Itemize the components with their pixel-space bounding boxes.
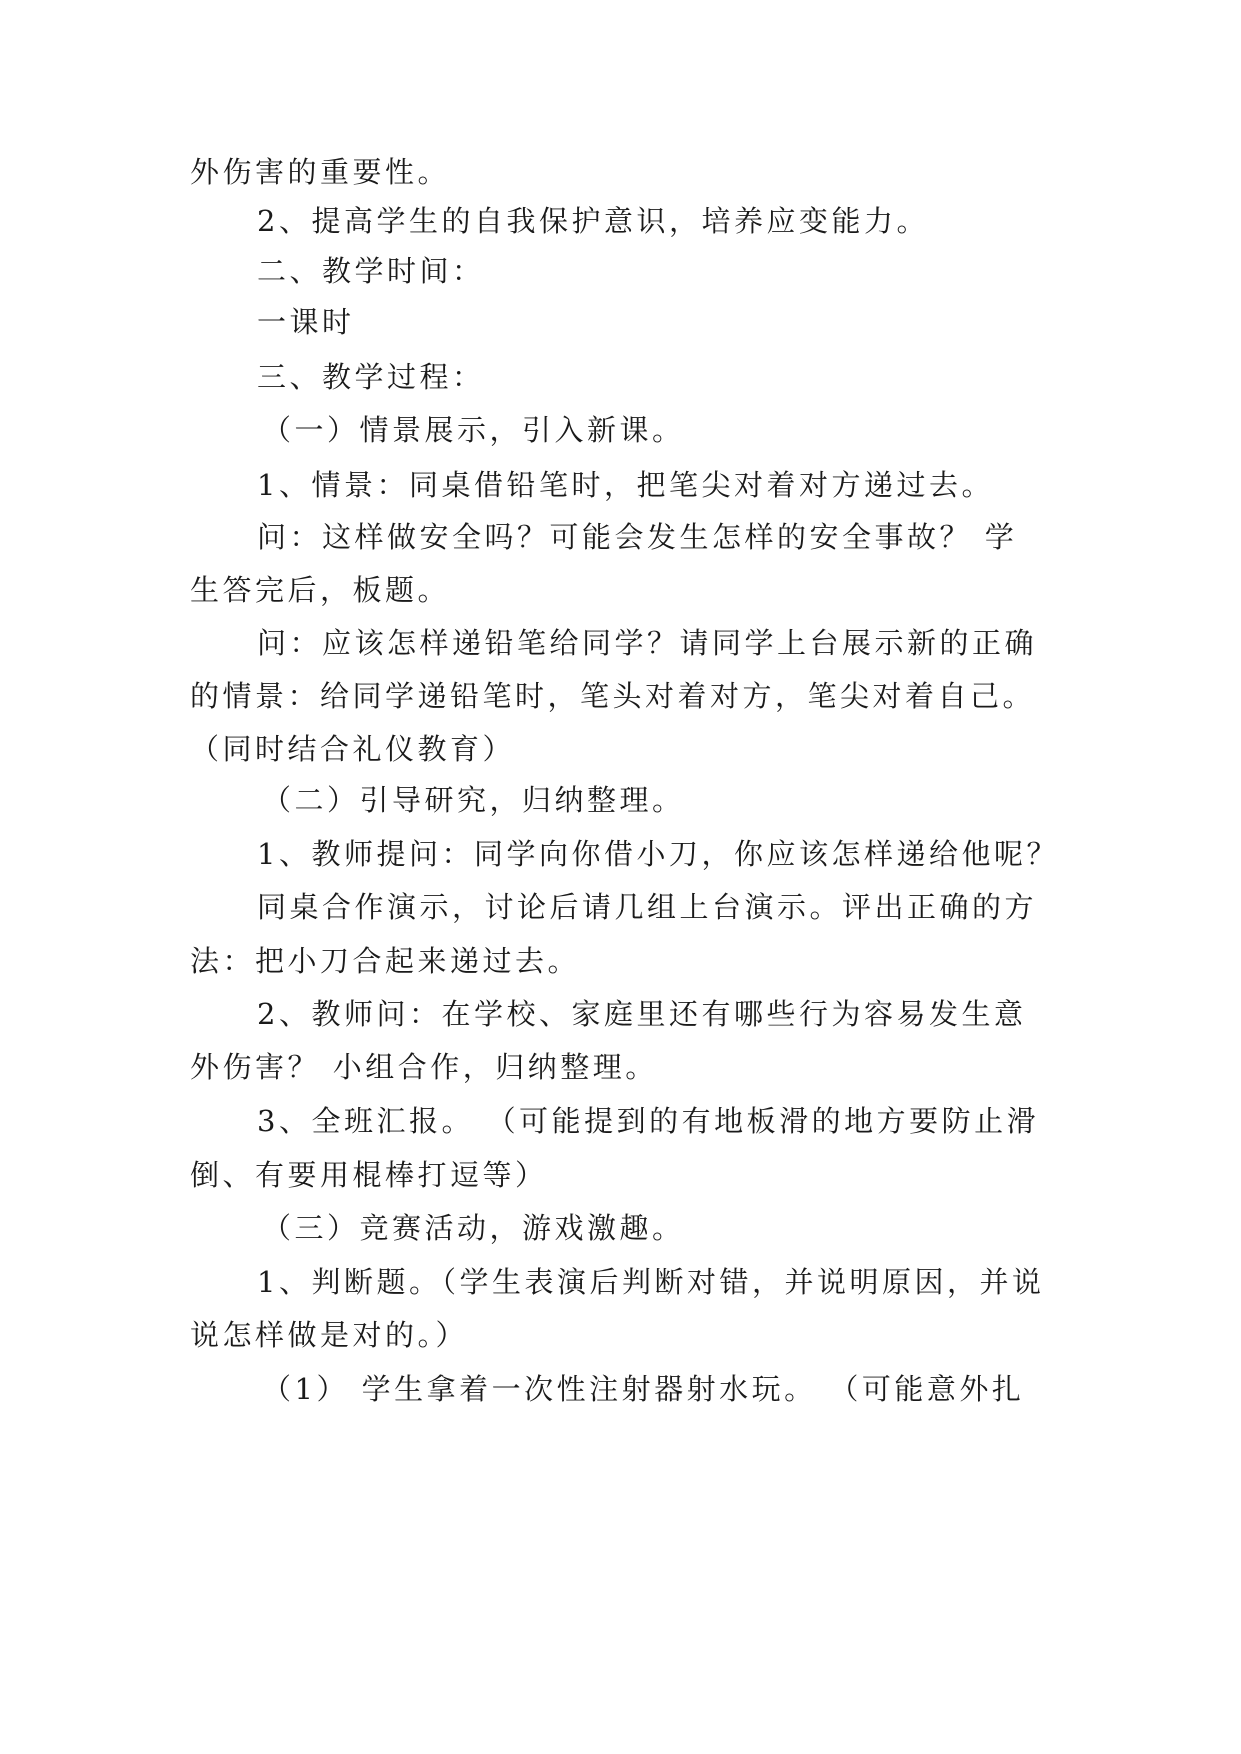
text-line-15: 同桌合作演示，讨论后请几组上台演示。评出正确的方: [257, 890, 1038, 924]
list-item-1: （1） 学生拿着一次性注射器射水玩。 （可能意外扎: [262, 1372, 1025, 1406]
text-line-18: 外伤害？ 小组合作，归纳整理。: [190, 1050, 658, 1084]
text-line-12: （同时结合礼仪教育）: [190, 732, 516, 766]
section-heading-teaching-time: 二、教学时间：: [257, 254, 485, 288]
text-line-1: 外伤害的重要性。: [190, 155, 451, 189]
text-line-20: 倒、有要用棍棒打逗等）: [190, 1158, 548, 1192]
text-line-22: 1、判断题。（学生表演后判断对错，并说明原因，并说: [257, 1265, 1045, 1299]
text-line-17: 2、教师问：在学校、家庭里还有哪些行为容易发生意: [257, 997, 1027, 1031]
text-line-19: 3、全班汇报。 （可能提到的有地板滑的地方要防止滑: [257, 1104, 1040, 1138]
text-line-16: 法：把小刀合起来递过去。: [190, 944, 581, 978]
subsection-heading-3: （三）竞赛活动，游戏激趣。: [262, 1211, 685, 1245]
subsection-heading-2: （二）引导研究，归纳整理。: [262, 783, 685, 817]
text-line-9: 生答完后，板题。: [190, 573, 451, 607]
section-heading-teaching-process: 三、教学过程：: [257, 360, 485, 394]
text-line-10: 问：应该怎样递铅笔给同学？请同学上台展示新的正确: [257, 626, 1038, 660]
text-line-8: 问：这样做安全吗？可能会发生怎样的安全事故？ 学: [257, 520, 1018, 554]
text-line-14: 1、教师提问：同学向你借小刀，你应该怎样递给他呢？: [257, 837, 1059, 871]
text-line-4: 一课时: [257, 305, 355, 339]
text-line-23: 说怎样做是对的。）: [190, 1318, 469, 1352]
text-line-2: 2、提高学生的自我保护意识，培养应变能力。: [257, 204, 929, 238]
text-line-7: 1、情景：同桌借铅笔时，把笔尖对着对方递过去。: [257, 468, 994, 502]
text-line-11: 的情景：给同学递铅笔时，笔头对着对方，笔尖对着自己。: [190, 679, 1036, 713]
subsection-heading-1: （一）情景展示，引入新课。: [262, 413, 685, 447]
